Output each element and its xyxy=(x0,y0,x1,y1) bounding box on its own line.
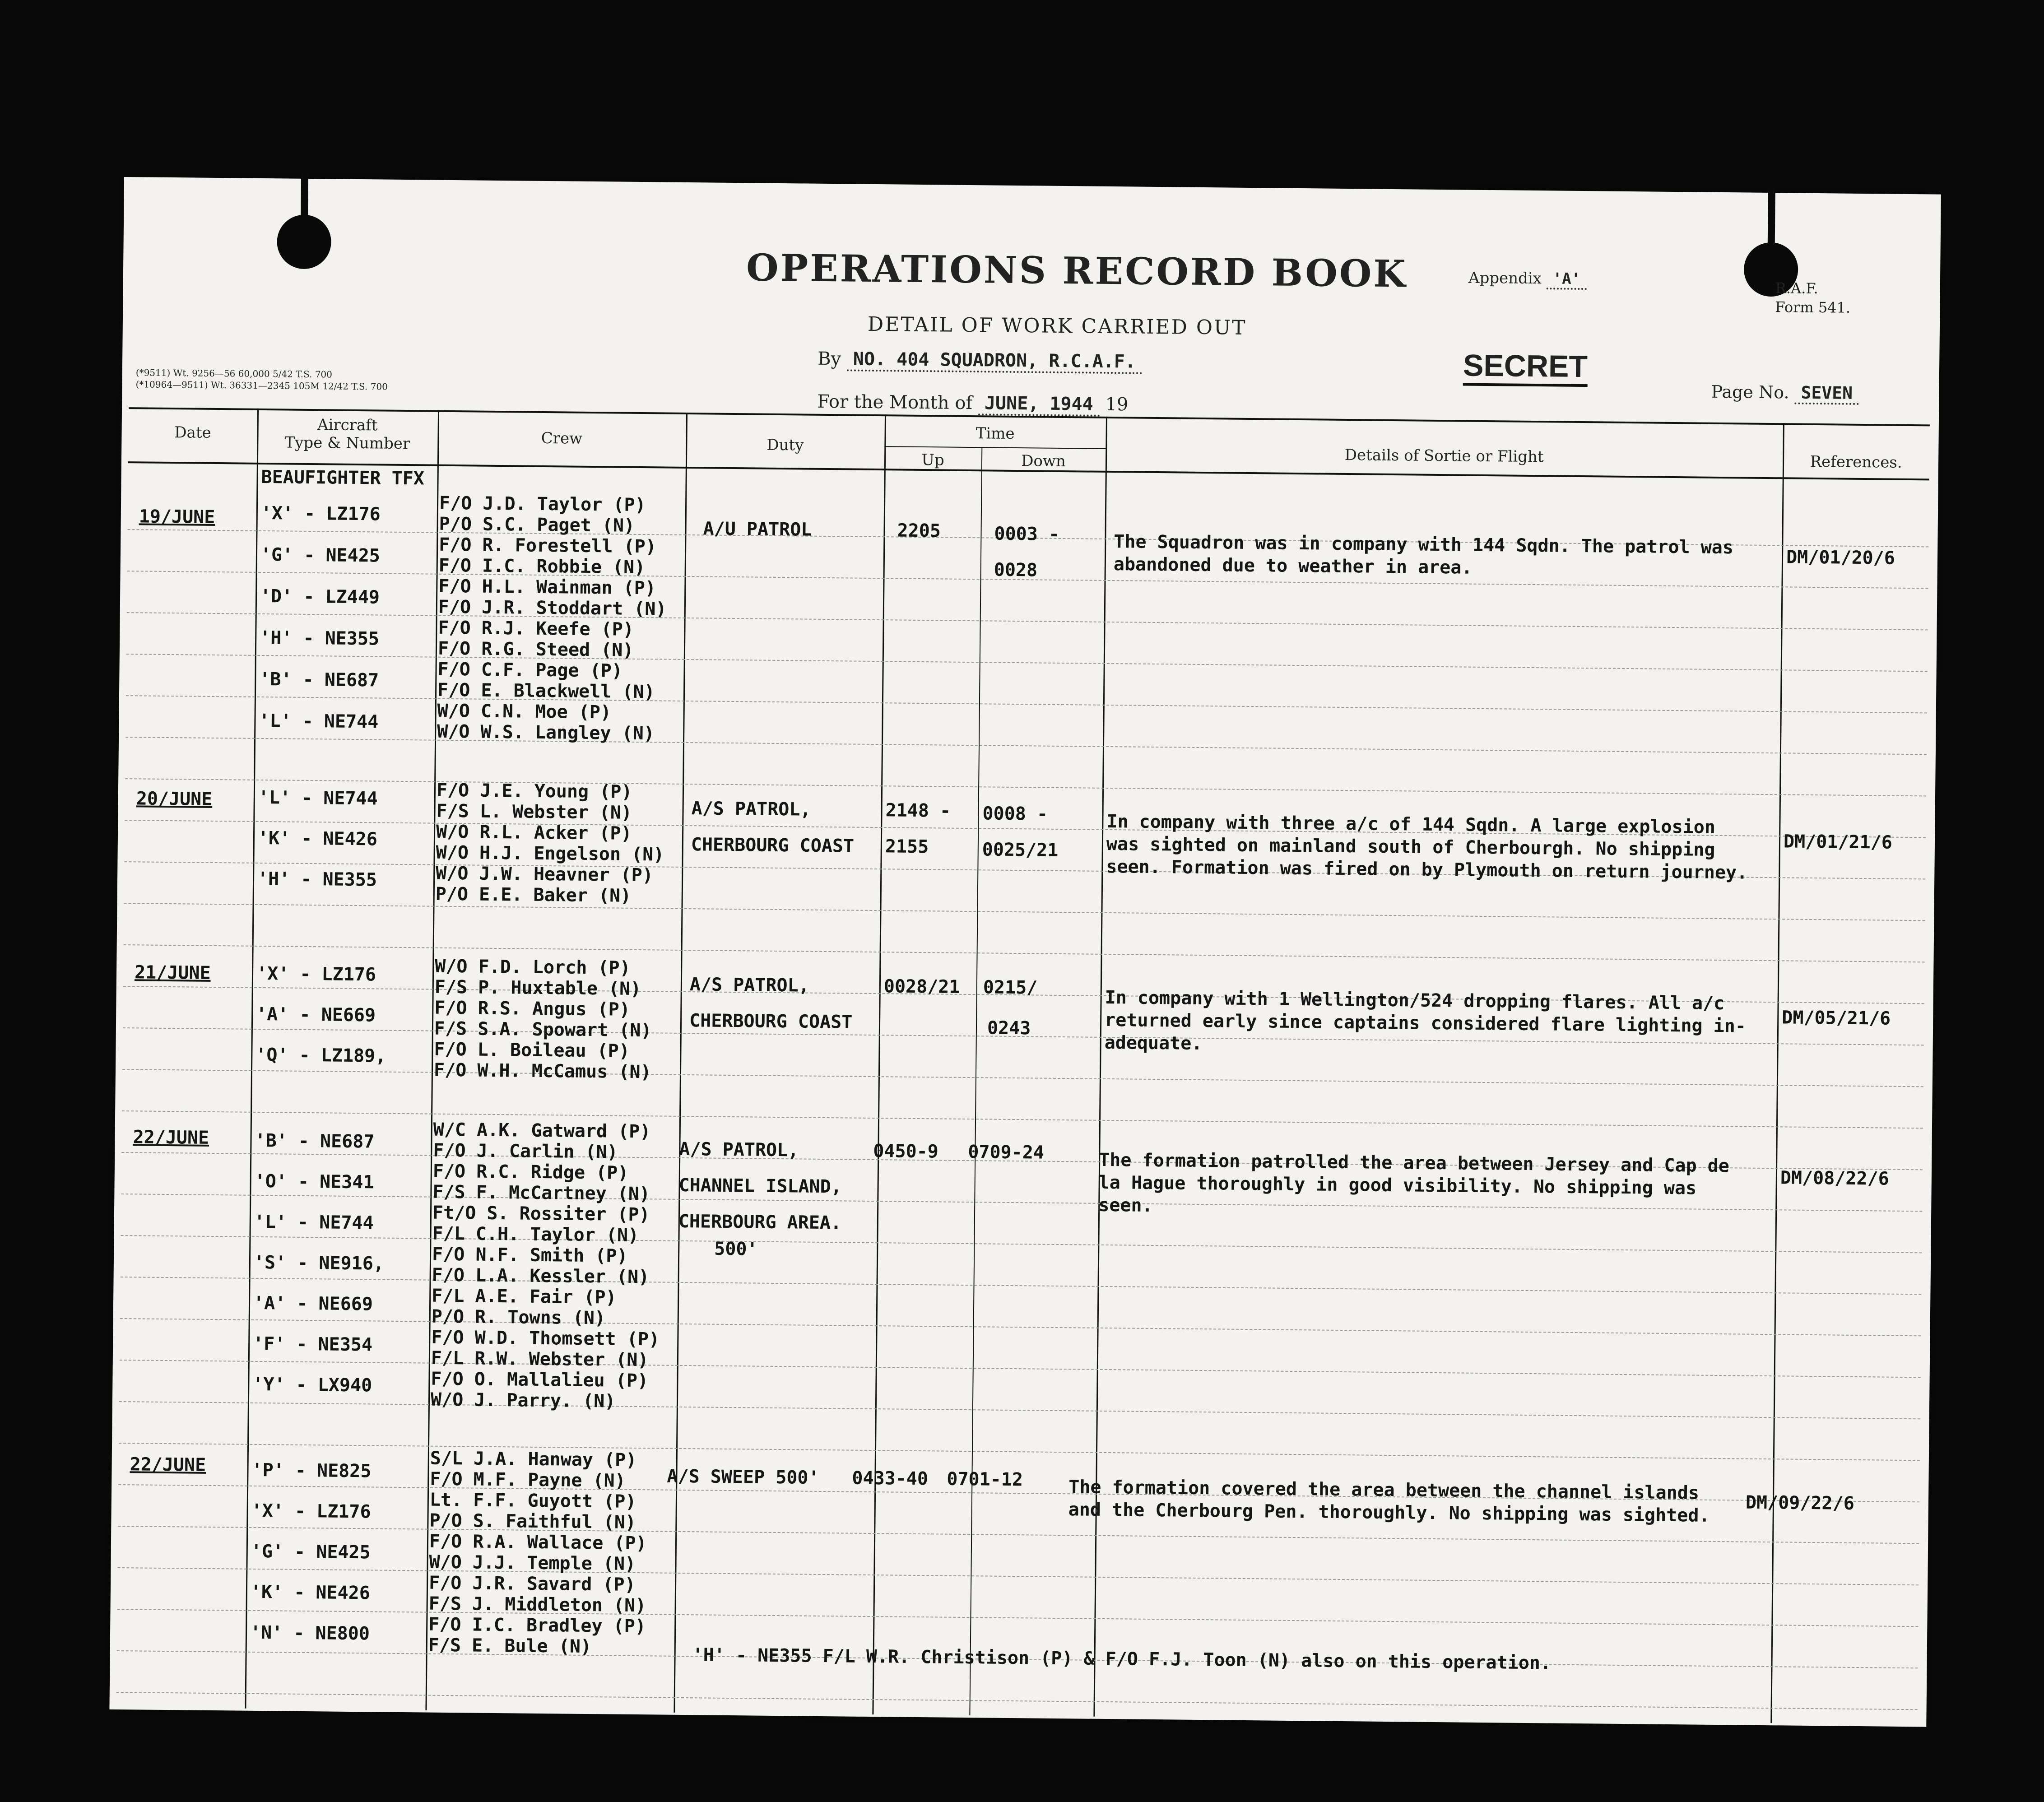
crew-member: F/O M.F. Payne (N) xyxy=(430,1468,626,1491)
aircraft-serial: 'H' - NE355 xyxy=(257,868,377,891)
crew-member: F/O J.R. Savard (P) xyxy=(428,1572,636,1596)
sortie-details: seen. Formation was fired on by Plymouth on return journey. xyxy=(1106,856,1748,883)
entry-date: 21/JUNE xyxy=(134,962,211,984)
entry-date: 22/JUNE xyxy=(133,1127,209,1148)
aircraft-serial: 'H' - NE355 xyxy=(259,627,380,650)
time-down: 0215/ xyxy=(983,977,1038,999)
crew-member: W/O J.W. Heavner (P) xyxy=(436,863,654,886)
time-up: 2155 xyxy=(885,836,929,858)
aircraft-serial: 'Q' - LZ189, xyxy=(256,1044,386,1067)
column-divider xyxy=(1093,417,1107,1717)
time-down: 0025/21 xyxy=(982,839,1059,861)
duty-text: CHERBOURG AREA. xyxy=(678,1211,842,1234)
col-aircraft-line: Type & Number xyxy=(284,433,410,453)
month-suffix: 19 xyxy=(1105,394,1129,415)
ruled-line xyxy=(125,737,1927,755)
crew-member: F/O O. Mallalieu (P) xyxy=(431,1368,649,1392)
time-up: 0028/21 xyxy=(883,976,960,998)
aircraft-serial: 'B' - NE687 xyxy=(259,669,379,691)
print-ref-line: (*9511) Wt. 9256—56 60,000 5/42 T.S. 700 xyxy=(135,367,333,380)
sortie-details: The formation covered the area between the channel islands xyxy=(1068,1477,1700,1504)
aircraft-serial: 'F' - NE354 xyxy=(252,1333,373,1356)
form-reference xyxy=(1775,279,1851,317)
crew-member: F/O R.S. Angus (P) xyxy=(434,997,631,1020)
crew-member: F/S S.A. Spowart (N) xyxy=(434,1018,652,1041)
month-value: JUNE, 1944 xyxy=(978,393,1100,417)
ruled-line xyxy=(127,612,1928,630)
time-down: 0701-12 xyxy=(947,1468,1023,1491)
crew-member: F/O C.F. Page (P) xyxy=(437,659,623,682)
crew-member: W/O J.J. Temple (N) xyxy=(429,1551,636,1575)
by-label: By xyxy=(817,348,841,370)
page-value: SEVEN xyxy=(1794,383,1859,405)
page-label: Page No. xyxy=(1711,381,1789,403)
crew-member: W/O F.D. Lorch (P) xyxy=(435,956,631,979)
duty-text: A/S SWEEP 500' xyxy=(667,1466,819,1488)
aircraft-serial: 'D' - LZ449 xyxy=(260,585,380,608)
crew-member: Lt. F.F. Guyott (P) xyxy=(429,1489,636,1513)
crew-member: F/O R.C. Ridge (P) xyxy=(432,1161,629,1184)
ruled-line xyxy=(122,1110,1923,1129)
ruled-line xyxy=(117,1567,1919,1585)
ruled-line xyxy=(121,1235,1922,1253)
time-up: 0450-9 xyxy=(873,1141,939,1162)
ruled-line xyxy=(126,654,1928,672)
crew-member: F/L C.H. Taylor (N) xyxy=(432,1223,639,1246)
month-line xyxy=(817,391,1129,415)
crew-member: F/O I.C. Bradley (P) xyxy=(428,1614,646,1637)
classification-stamp: SECRET xyxy=(1463,348,1588,387)
sortie-details: adequate. xyxy=(1104,1032,1203,1054)
page-number xyxy=(1711,382,1859,403)
time-down: 0028 xyxy=(994,559,1038,581)
reference-code: DM/09/22/6 xyxy=(1745,1492,1855,1514)
ruled-line xyxy=(120,1318,1921,1336)
aircraft-serial: 'Y' - LX940 xyxy=(252,1374,372,1396)
aircraft-serial: 'S' - NE916, xyxy=(253,1252,385,1274)
entry-footnote: 'H' - NE355 F/L W.R. Christison (P) & F/O F.J. Toon (N) also on this operation. xyxy=(692,1644,1552,1674)
column-divider xyxy=(872,414,886,1714)
unit-value: NO. 404 SQUADRON, R.C.A.F. xyxy=(847,348,1143,374)
sortie-details: abandoned due to weather in area. xyxy=(1113,554,1473,578)
crew-member: F/O I.C. Robbie (N) xyxy=(438,555,646,578)
col-duty: Duty xyxy=(766,436,804,455)
appendix-value: 'A' xyxy=(1546,269,1587,290)
crew-member: Ft/O S. Rossiter (P) xyxy=(432,1202,650,1226)
crew-member: F/O N.F. Smith (P) xyxy=(432,1244,628,1267)
ruled-line xyxy=(120,1360,1921,1378)
crew-member: F/O E. Blackwell (N) xyxy=(437,679,655,703)
crew-member: F/O L. Boileau (P) xyxy=(434,1039,630,1062)
aircraft-serial: 'L' - NE744 xyxy=(254,1211,374,1234)
crew-member: F/O J.E. Young (P) xyxy=(436,780,632,803)
aircraft-serial: 'B' - NE687 xyxy=(255,1130,375,1152)
duty-text: 500' xyxy=(714,1238,758,1260)
crew-member: W/O J. Parry. (N) xyxy=(430,1389,616,1412)
crew-member: F/O W.D. Thomsett (P) xyxy=(431,1327,660,1350)
ruled-line xyxy=(124,944,1925,962)
reference-code: DM/01/21/6 xyxy=(1783,831,1893,853)
entry-date: 22/JUNE xyxy=(130,1454,206,1476)
aircraft-serial: 'K' - NE426 xyxy=(257,827,378,850)
crew-member: F/S L. Webster (N) xyxy=(436,800,632,823)
col-down: Down xyxy=(1021,452,1066,471)
column-divider xyxy=(969,447,982,1715)
time-down: 0709-24 xyxy=(968,1142,1045,1163)
crew-member: W/C A.K. Gatward (P) xyxy=(433,1119,651,1143)
aircraft-type: BEAUFIGHTER TFX xyxy=(261,466,425,489)
crew-member: F/L R.W. Webster (N) xyxy=(431,1347,649,1371)
crew-member: W/O C.N. Moe (P) xyxy=(437,700,612,723)
duty-text: A/S PATROL, xyxy=(689,974,809,996)
time-up: 0433-40 xyxy=(852,1468,929,1490)
crew-member: F/O J. Carlin (N) xyxy=(433,1140,618,1163)
reference-code: DM/08/22/6 xyxy=(1780,1167,1889,1189)
ruled-line xyxy=(126,695,1927,713)
crew-member: F/O J.R. Stoddart (N) xyxy=(438,596,667,620)
duty-text: A/S PATROL, xyxy=(679,1138,799,1161)
aircraft-serial: 'K' - NE426 xyxy=(250,1581,371,1604)
duty-text: CHERBOURG COAST xyxy=(691,834,855,857)
time-down: 0243 xyxy=(987,1017,1031,1039)
time-divider xyxy=(884,446,1106,449)
sortie-details: la Hague thoroughly in good visibility. No shipping was xyxy=(1098,1172,1697,1199)
sortie-details: In company with three a/c of 144 Sqdn. A large explosion xyxy=(1106,811,1716,838)
crew-member: F/S F. McCartney (N) xyxy=(432,1181,650,1205)
entry-date: 20/JUNE xyxy=(136,788,213,810)
crew-member: W/O R.L. Acker (P) xyxy=(436,821,632,844)
ruled-line xyxy=(125,778,1926,796)
crew-member: F/S P. Huxtable (N) xyxy=(434,976,641,1000)
crew-member: P/O R. Towns (N) xyxy=(431,1306,606,1329)
reference-code: DM/01/20/6 xyxy=(1786,547,1895,569)
appendix-label: Appendix xyxy=(1468,269,1542,288)
punch-hole xyxy=(277,214,331,269)
aircraft-serial: 'O' - NE341 xyxy=(254,1170,374,1193)
aircraft-serial: 'A' - NE669 xyxy=(253,1292,373,1315)
column-divider xyxy=(1770,423,1784,1723)
aircraft-serial: 'G' - NE425 xyxy=(251,1541,371,1563)
time-down: 0003 - xyxy=(994,523,1060,545)
crew-member: P/O E.E. Baker (N) xyxy=(435,883,632,906)
ruled-line xyxy=(119,1401,1920,1419)
duty-text: CHERBOURG COAST xyxy=(689,1010,853,1033)
ruled-line xyxy=(118,1526,1919,1544)
aircraft-serial: 'G' - NE425 xyxy=(260,544,381,567)
crew-member: F/O W.H. McCamus (N) xyxy=(433,1059,651,1083)
form-title: OPERATIONS RECORD BOOK xyxy=(746,246,1408,296)
record-sheet xyxy=(109,177,1941,1727)
form-subtitle: DETAIL OF WORK CARRIED OUT xyxy=(867,312,1247,339)
crew-member: F/O R.A. Wallace (P) xyxy=(429,1531,647,1554)
crew-member: W/O W.S. Langley (N) xyxy=(437,721,655,744)
aircraft-serial: 'L' - NE744 xyxy=(258,787,378,809)
sortie-details: returned early since captains considered flare lighting in- xyxy=(1104,1009,1747,1037)
crew-member: F/O R. Forestell (P) xyxy=(438,534,657,557)
crew-member: F/O J.D. Taylor (P) xyxy=(439,492,646,516)
crew-member: F/O H.L. Wainman (P) xyxy=(438,576,656,599)
col-time: Time xyxy=(976,424,1015,443)
sortie-details: In company with 1 Wellington/524 dropping flares. All a/c xyxy=(1105,987,1725,1014)
crew-member: P/O S. Faithful (N) xyxy=(429,1510,636,1533)
sortie-details: was sighted on mainland south of Cherbourgh. No shipping xyxy=(1106,833,1715,860)
form-ref-line: R.A.F. xyxy=(1775,279,1818,297)
col-aircraft xyxy=(257,415,438,453)
column-divider xyxy=(674,413,688,1713)
time-up: 2205 xyxy=(897,520,941,542)
crew-member: F/S E. Bule (N) xyxy=(428,1635,592,1658)
duty-text: A/S PATROL, xyxy=(691,798,811,820)
duty-text: CHANNEL ISLAND, xyxy=(678,1175,842,1198)
col-crew: Crew xyxy=(541,429,583,448)
col-aircraft-line: Aircraft xyxy=(317,416,378,435)
appendix-line xyxy=(1468,269,1587,288)
ruled-line xyxy=(124,903,1925,921)
col-references: References. xyxy=(1810,452,1902,472)
sortie-details: The formation patrolled the area between Jersey and Cap de xyxy=(1098,1149,1730,1177)
ruled-line xyxy=(121,1277,1922,1295)
crew-member: P/O S.C. Paget (N) xyxy=(439,513,635,536)
aircraft-serial: 'P' - NE825 xyxy=(251,1459,372,1482)
aircraft-serial: 'X' - LZ176 xyxy=(256,963,376,985)
crew-member: S/L J.A. Hanway (P) xyxy=(430,1448,637,1471)
unit-line xyxy=(818,348,1142,372)
aircraft-serial: 'A' - NE669 xyxy=(256,1003,376,1026)
ruled-line xyxy=(117,1609,1919,1627)
time-down: 0008 - xyxy=(982,803,1048,825)
col-up: Up xyxy=(921,450,944,469)
ruled-line xyxy=(119,1443,1920,1461)
col-date: Date xyxy=(174,423,211,442)
aircraft-serial: 'L' - NE744 xyxy=(259,710,379,733)
aircraft-serial: 'X' - LZ176 xyxy=(251,1500,371,1523)
crew-member: F/O R.G. Steed (N) xyxy=(437,638,634,661)
entry-date: 19/JUNE xyxy=(139,506,215,528)
aircraft-serial: 'X' - LZ176 xyxy=(260,502,381,525)
reference-code: DM/05/21/6 xyxy=(1782,1007,1891,1029)
print-reference xyxy=(135,367,388,392)
aircraft-serial: 'N' - NE800 xyxy=(250,1622,370,1644)
col-details: Details of Sortie or Flight xyxy=(1344,446,1544,466)
form-ref-line: Form 541. xyxy=(1775,298,1851,316)
crew-member: F/O L.A. Kessler (N) xyxy=(432,1264,650,1288)
crew-member: W/O H.J. Engelson (N) xyxy=(436,842,664,865)
print-ref-line: (*10964—9511) Wt. 36331—2345 105M 12/42 T.S. 700 xyxy=(135,379,388,392)
crew-member: F/O R.J. Keefe (P) xyxy=(438,617,634,640)
sortie-details: and the Cherbourg Pen. thoroughly. No shipping was sighted. xyxy=(1068,1499,1710,1526)
ruled-line xyxy=(122,1069,1923,1087)
crew-member: F/L A.E. Fair (P) xyxy=(432,1285,617,1308)
crew-member: F/S J. Middleton (N) xyxy=(428,1593,646,1616)
month-label: For the Month of xyxy=(817,391,973,414)
sortie-details: The Squadron was in company with 144 Sqdn. The patrol was xyxy=(1114,531,1734,558)
sortie-details: seen. xyxy=(1098,1194,1153,1216)
ruled-line xyxy=(116,1692,1918,1710)
duty-text: A/U PATROL xyxy=(703,518,812,540)
time-up: 2148 - xyxy=(885,800,951,822)
